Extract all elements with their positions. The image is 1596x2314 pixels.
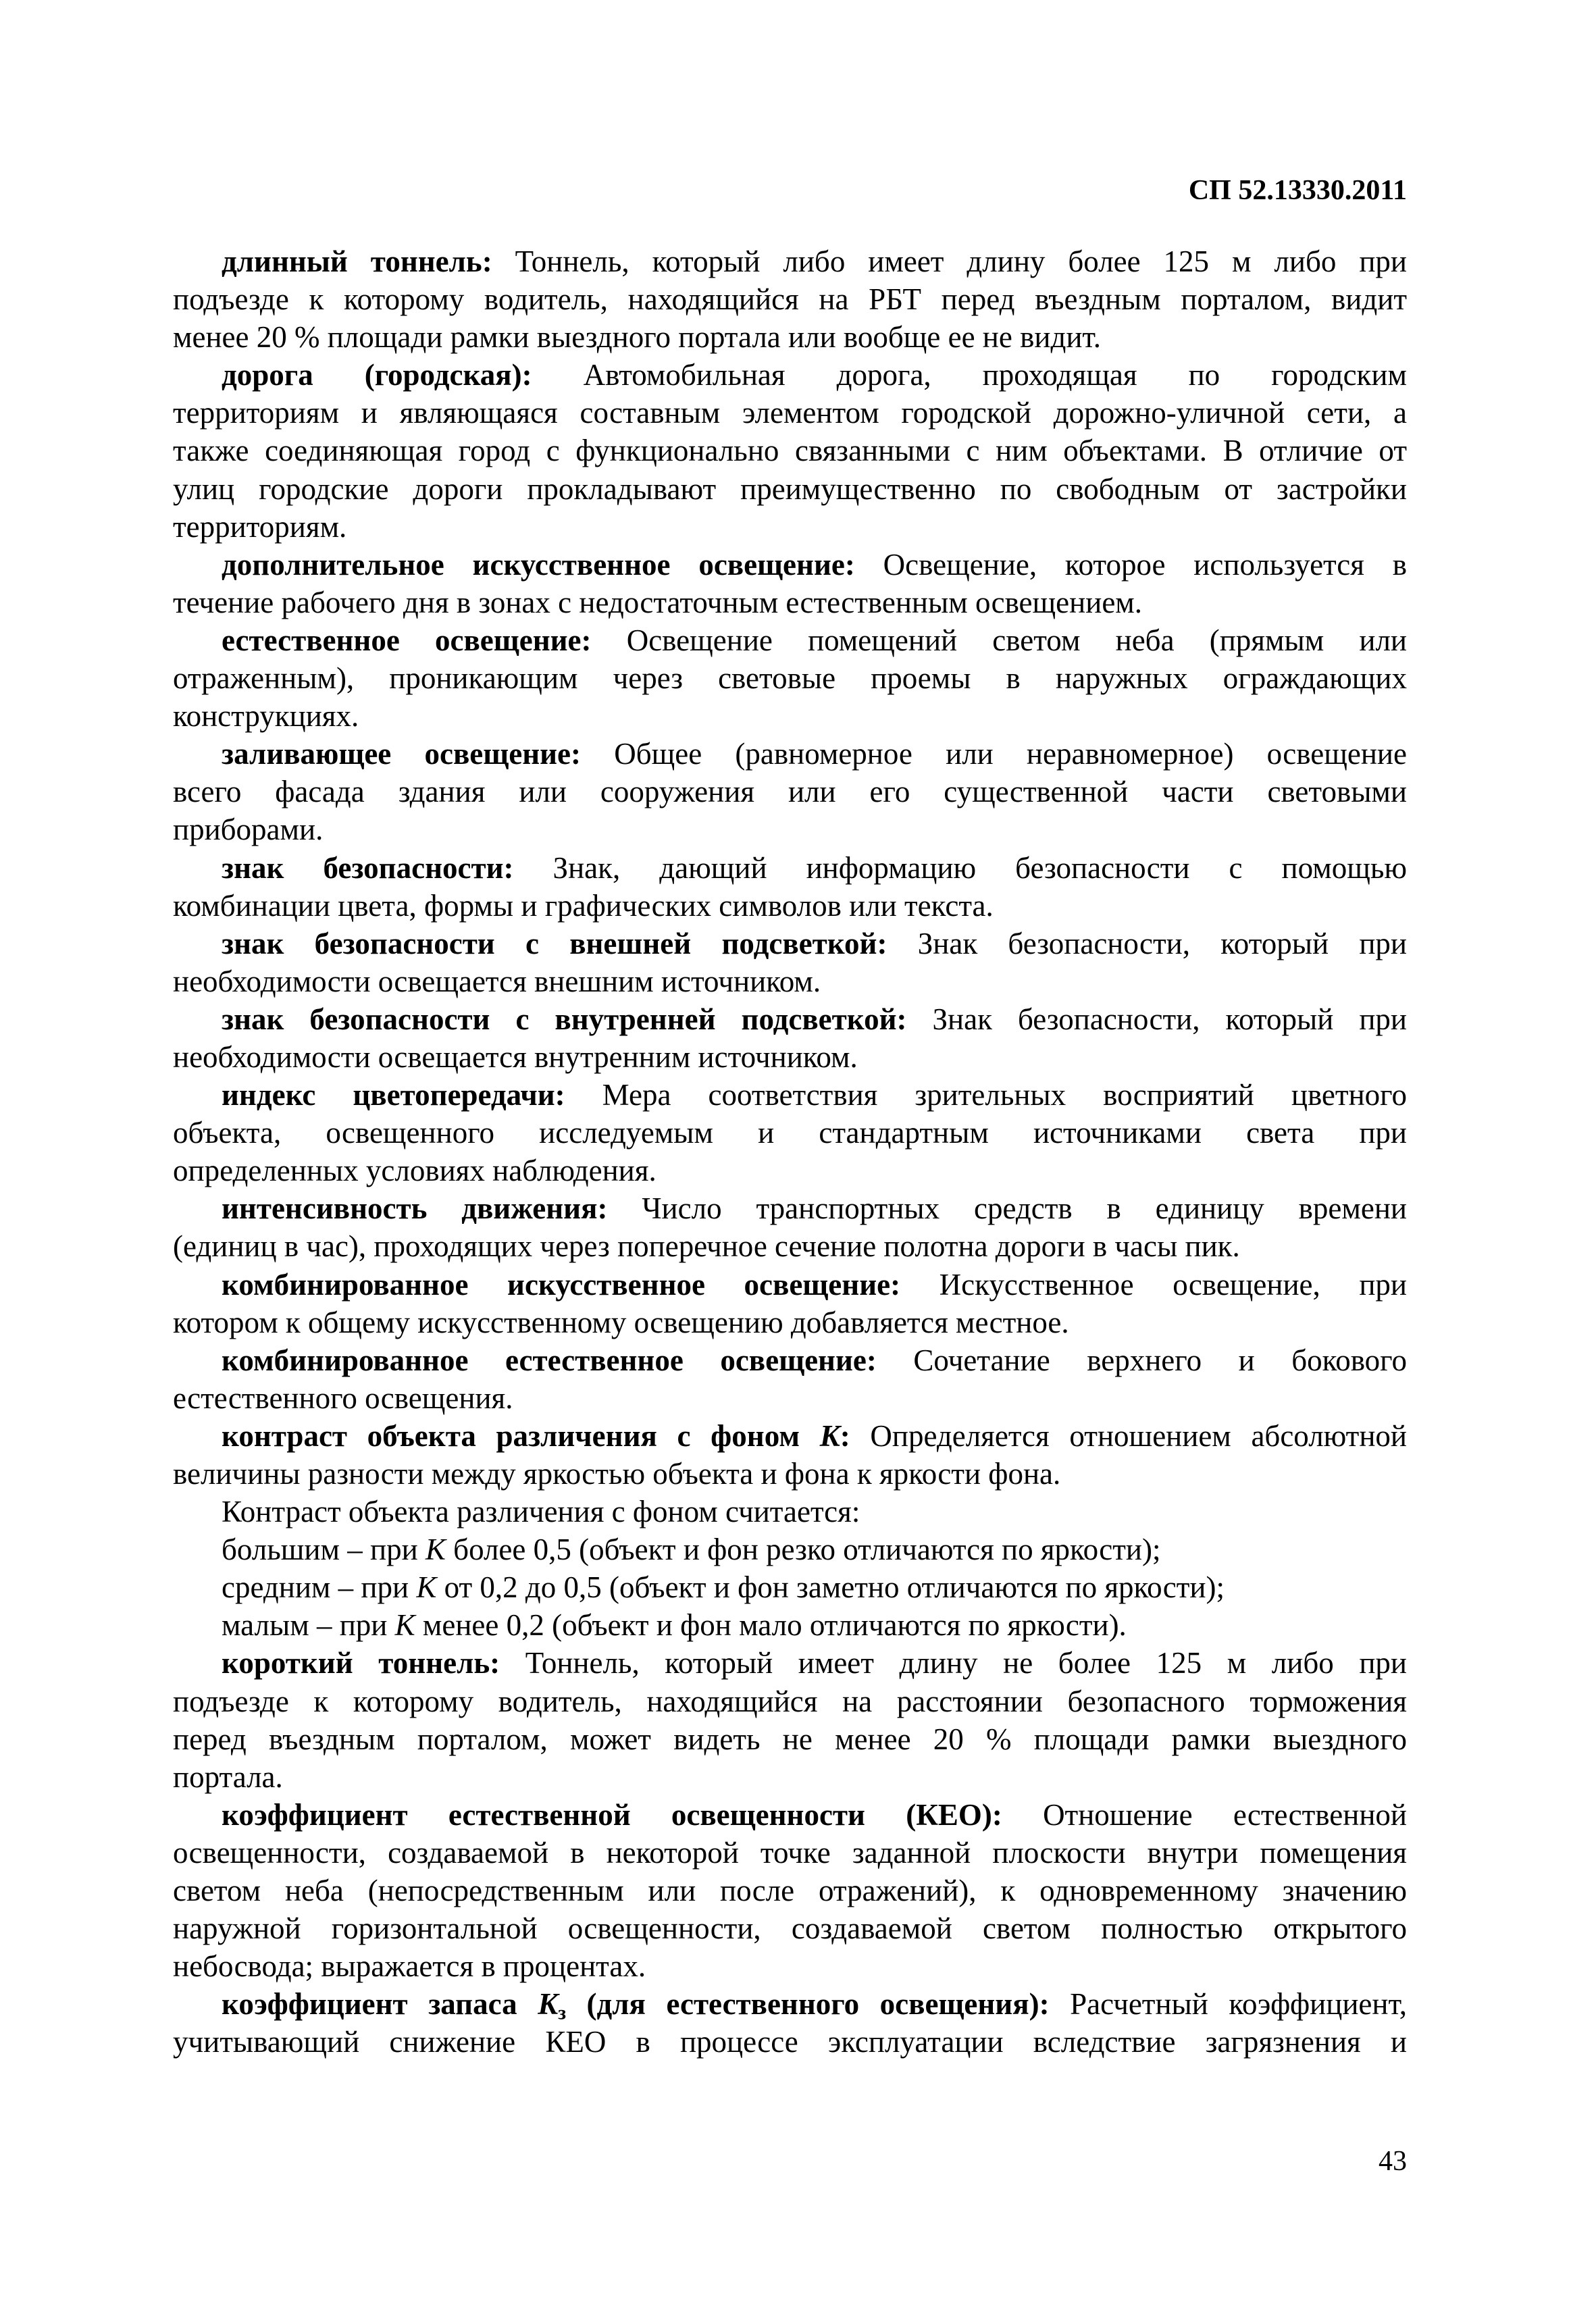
defined-term: (для естественного освещения):: [565, 1987, 1050, 2022]
definition-paragraph: [173, 1796, 1407, 1985]
text-line: [173, 1493, 1407, 1531]
definition-text: наружной горизонтальной освещенности, создаваемой светом полностью открытого: [173, 1911, 1407, 1946]
definition-text: подъезде к которому водитель, находящийся на расстоянии безопасного торможения: [173, 1684, 1407, 1718]
text-line: [173, 394, 1407, 432]
text-line: [173, 508, 1407, 546]
definition-paragraph: [173, 1000, 1407, 1076]
definition-text: большим – при: [222, 1533, 426, 1567]
defined-term: контраст объекта различения с фоном: [222, 1418, 820, 1453]
text-line: [173, 356, 1407, 394]
definition-text: улиц городские дороги прокладывают преимущественно по свободным от застройки: [173, 471, 1407, 506]
text-line: [173, 697, 1407, 735]
text-line: [173, 1644, 1407, 1682]
text-line: [173, 242, 1407, 280]
text-line: [173, 1758, 1407, 1796]
text-line: [173, 811, 1407, 848]
definition-text: приборами.: [173, 813, 324, 847]
definition-text: небосвода; выражается в процентах.: [173, 1949, 646, 1984]
text-line: [173, 1985, 1407, 2023]
text-line: [173, 1834, 1407, 1872]
text-line: [173, 849, 1407, 887]
text-line: [173, 584, 1407, 621]
text-line: [173, 280, 1407, 318]
definition-text: Искусственное освещение, при: [900, 1267, 1407, 1302]
defined-term: K: [538, 1987, 559, 2022]
definition-text: необходимости освещается внутренним источником.: [173, 1039, 858, 1074]
definition-text: отраженным), проникающим через световые проемы в наружных ограждающих: [173, 661, 1407, 696]
text-line: [173, 735, 1407, 773]
text-line: [173, 621, 1407, 659]
definition-text: учитывающий снижение КЕО в процессе эксплуатации вследствие загрязнения и: [173, 2025, 1407, 2059]
definition-text: подъезде к которому водитель, находящийся на РБТ перед въездным порталом, видит: [173, 282, 1407, 317]
definition-text: комбинации цвета, формы и графических символов или текста.: [173, 888, 994, 923]
text-line: [173, 432, 1407, 469]
definition-text: течение рабочего дня в зонах с недостаточным естественным освещением.: [173, 585, 1143, 619]
definition-paragraph: [173, 735, 1407, 848]
text-line: [173, 1304, 1407, 1341]
definition-paragraph: [173, 1985, 1407, 2061]
text-line: [173, 773, 1407, 811]
definition-text: освещенности, создаваемой в некоторой точке заданной плоскости внутри помещения: [173, 1835, 1407, 1870]
text-line: [173, 925, 1407, 962]
definition-text: более 0,5 (объект и фон резко отличаются по яркости);: [445, 1533, 1161, 1567]
defined-term: заливающее освещение:: [222, 737, 582, 771]
definition-text: всего фасада здания или сооружения или его существенной части световыми: [173, 775, 1407, 809]
definition-text: Определяется отношением абсолютной: [850, 1418, 1408, 1453]
definition-paragraph: [173, 1266, 1407, 1341]
definition-text: величины разности между яркостью объекта и фона к яркости фона.: [173, 1457, 1061, 1491]
definition-text: Автомобильная дорога, проходящая по городским: [532, 358, 1407, 392]
definition-text: Общее (равномерное или неравномерное) освещение: [581, 737, 1407, 771]
text-line: [173, 1872, 1407, 1909]
definition-text: менее 20 % площади рамки выездного портала или вообще ее не видит.: [173, 320, 1101, 355]
text-line: [173, 1076, 1407, 1114]
definition-text: перед въездным порталом, может видеть не менее 20 % площади рамки выездного: [173, 1722, 1407, 1756]
definition-text: также соединяющая город с функционально связанными с ним объектами. В отличие от: [173, 434, 1407, 468]
text-line: [173, 318, 1407, 356]
definition-paragraph: [173, 1341, 1407, 1417]
text-line: [173, 1114, 1407, 1152]
text-line: [173, 1682, 1407, 1720]
defined-term: индекс цветопередачи:: [222, 1078, 565, 1112]
defined-term: коэффициент естественной освещенности (КЕО):: [222, 1797, 1002, 1832]
definition-text: территориям.: [173, 509, 347, 544]
text-line: [173, 1606, 1407, 1644]
definition-text: Контраст объекта различения с фоном считается:: [222, 1495, 860, 1529]
definition-paragraph: [173, 1644, 1407, 1795]
definition-paragraph: [173, 356, 1407, 545]
text-line: [173, 1455, 1407, 1493]
definition-text: K: [394, 1608, 415, 1643]
text-line: [173, 1720, 1407, 1758]
defined-term: з: [558, 2002, 566, 2024]
text-line: [173, 1000, 1407, 1038]
definition-paragraph: [173, 242, 1407, 356]
defined-term: интенсивность движения:: [222, 1191, 608, 1226]
definition-text: Отношение естественной: [1002, 1797, 1407, 1832]
definition-text: средним – при: [222, 1570, 417, 1605]
text-line: [173, 962, 1407, 1000]
definition-text: (единиц в час), проходящих через поперечное сечение полотна дороги в часы пик.: [173, 1229, 1240, 1264]
definition-text: K: [416, 1570, 437, 1605]
definition-text: объекта, освещенного исследуемым и стандартным источниками света при: [173, 1116, 1407, 1150]
defined-term: дорога (городская):: [222, 358, 532, 392]
text-line: [173, 1266, 1407, 1304]
definition-text: Знак безопасности, который при: [887, 926, 1407, 960]
defined-term: дополнительное искусственное освещение:: [222, 547, 855, 582]
defined-term: знак безопасности:: [222, 850, 514, 885]
defined-term: длинный тоннель:: [222, 245, 492, 278]
definition-text: определенных условиях наблюдения.: [173, 1154, 657, 1188]
definition-text: K: [425, 1533, 446, 1567]
defined-term: коэффициент запаса: [222, 1987, 538, 2022]
definition-text: от 0,2 до 0,5 (объект и фон заметно отличаются по яркости);: [436, 1570, 1225, 1605]
text-line: [173, 659, 1407, 697]
definition-text: Тоннель, который имеет длину не более 125 м либо при: [500, 1646, 1407, 1680]
definition-text: Знак безопасности, который при: [906, 1002, 1407, 1036]
definition-text: менее 0,2 (объект и фон мало отличаются по яркости).: [415, 1608, 1127, 1643]
definition-paragraph: [173, 1531, 1407, 1568]
definition-paragraph: [173, 1417, 1407, 1493]
defined-term: комбинированное естественное освещение:: [222, 1343, 877, 1377]
definition-text: конструкциях.: [173, 699, 359, 734]
definition-text: Освещение помещений светом неба (прямым или: [591, 623, 1407, 657]
text-line: [173, 470, 1407, 508]
definition-text: необходимости освещается внешним источником.: [173, 964, 821, 998]
text-line: [173, 1227, 1407, 1265]
definition-text: Знак, дающий информацию безопасности с помощью: [513, 850, 1407, 885]
text-line: [173, 2023, 1407, 2061]
defined-term: знак безопасности с внешней подсветкой:: [222, 926, 887, 960]
definition-text: Тоннель, который либо имеет длину более 125 м либо при: [492, 245, 1407, 278]
definition-paragraph: [173, 1568, 1407, 1606]
definition-paragraph: [173, 849, 1407, 925]
text-line: [173, 1796, 1407, 1834]
defined-term: :: [840, 1418, 850, 1453]
definition-text: Освещение, которое используется в: [854, 547, 1407, 582]
definition-paragraph: [173, 1606, 1407, 1644]
text-line: [173, 1038, 1407, 1076]
defined-term: комбинированное искусственное освещение:: [222, 1267, 901, 1302]
document-code-header: СП 52.13330.2011: [1188, 175, 1407, 206]
text-line: [173, 887, 1407, 925]
text-line: [173, 1909, 1407, 1947]
text-line: [173, 1379, 1407, 1417]
definition-text: котором к общему искусственному освещению добавляется местное.: [173, 1305, 1069, 1339]
document-body: [173, 242, 1407, 2061]
definition-text: естественного освещения.: [173, 1381, 513, 1415]
definition-text: портала.: [173, 1759, 283, 1794]
defined-term: естественное освещение:: [222, 623, 592, 657]
defined-term: знак безопасности с внутренней подсветкой:: [222, 1002, 907, 1036]
definition-text: Число транспортных средств в единицу времени: [607, 1191, 1407, 1226]
definition-text: малым – при: [222, 1608, 395, 1643]
text-line: [173, 546, 1407, 584]
definition-text: территориям и являющаяся составным элементом городской дорожно-уличной сети, а: [173, 396, 1407, 430]
text-line: [173, 1417, 1407, 1455]
defined-term: K: [819, 1418, 840, 1453]
defined-term: короткий тоннель:: [222, 1646, 500, 1680]
text-line: [173, 1341, 1407, 1379]
text-line: [173, 1947, 1407, 1985]
text-line: [173, 1531, 1407, 1568]
definition-paragraph: [173, 1493, 1407, 1531]
text-line: [173, 1189, 1407, 1227]
definition-text: Расчетный коэффициент,: [1049, 1987, 1407, 2022]
definition-paragraph: [173, 546, 1407, 621]
definition-paragraph: [173, 925, 1407, 1000]
definition-paragraph: [173, 1076, 1407, 1189]
definition-text: Сочетание верхнего и бокового: [876, 1343, 1408, 1377]
definition-paragraph: [173, 1189, 1407, 1265]
page-number: 43: [1379, 2146, 1407, 2177]
definition-paragraph: [173, 621, 1407, 735]
definition-text: светом неба (непосредственным или после отражений), к одновременному значению: [173, 1874, 1407, 1908]
text-line: [173, 1568, 1407, 1606]
text-line: [173, 1152, 1407, 1189]
definition-text: Мера соответствия зрительных восприятий цветного: [565, 1078, 1407, 1112]
